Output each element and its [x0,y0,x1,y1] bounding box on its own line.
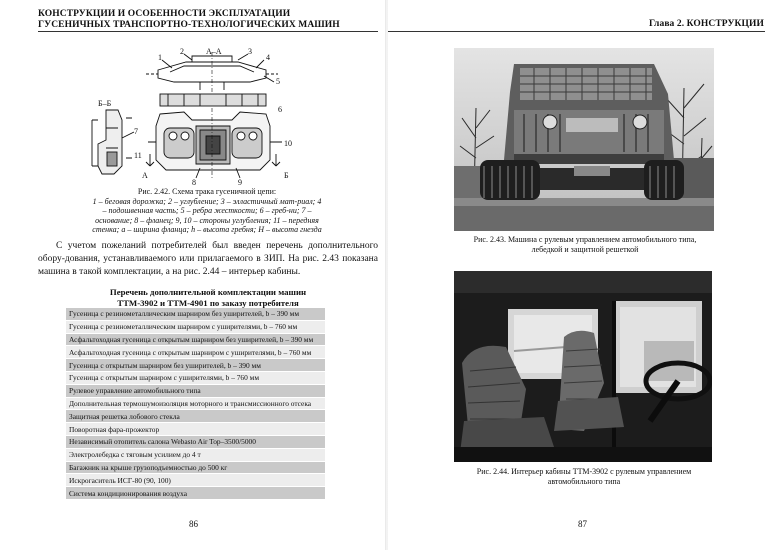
table-cell: Дополнительная термошумоизоляция моторного и трансмиссионного отсека [66,397,325,410]
cabin-interior-photo [454,271,712,462]
figure-2-42-caption [92,187,322,235]
table-cell: Защитная решетка лобового стекла [66,410,325,423]
left-page [0,0,386,550]
arrow-b-label: Б [284,171,289,180]
tracked-vehicle-photo [454,48,714,231]
table-cell: Независимый отопитель салона Webasto Air Top–3500/5000 [66,435,325,448]
leader-3: 3 [248,48,252,56]
table-row [66,410,325,423]
section-bb-label: Б–Б [98,99,112,108]
figure-2-42-caption-title: Рис. 2.42. Схема трака гусеничной цепи: [137,187,277,196]
table-row [66,384,325,397]
table-row [66,397,325,410]
leader-4: 4 [266,53,270,62]
table-cell: Искрогаситель ИСГ-80 (90, 100) [66,474,325,487]
table-title-line1: Перечень дополнительной комплектации машин [109,287,307,297]
table-row [66,487,325,500]
leader-11: 11 [134,151,142,160]
table-row [66,371,325,384]
table-cell: Асфальтоходная гусеница с открытым шарниром без уширителей, b – 390 мм [66,333,325,346]
table-row [66,448,325,461]
figure-2-43-caption [456,235,714,254]
table-row [66,461,325,474]
options-table [66,308,325,500]
table-cell: Гусеница с резинометаллическим шарниром с уширителями, b – 760 мм [66,320,325,333]
table-row [66,359,325,372]
table-cell: Электролебедка с тяговым усилием до 4 т [66,448,325,461]
left-running-head-line1: КОНСТРУКЦИИ И ОСОБЕННОСТИ ЭКСПЛУАТАЦИИ [38,9,291,19]
body-paragraph [38,240,378,279]
leader-10: 10 [284,139,292,148]
figure-2-43-caption-line2: лебедкой и защитной решеткой [531,244,639,254]
figure-2-42-caption-legend: 1 – беговая дорожка; 2 – углубление; 3 – элластичный мат-риал; 4 – подошвенная часть; 5 – ребра жесткости; 6 – греб-ни; 7 – основание; 8 – фланец; 9, 10 – стороны углубления; 11 – передняя стенка; а – ширина фланца; h – высота гребня; H – высота гнезда [92,196,322,234]
figure-2-43-caption-line1: Рис. 2.43. Машина с рулевым управлением автомобильного типа, [473,235,697,244]
right-header-rule [388,31,765,32]
track-link-diagram [88,48,300,186]
leader-8: 8 [192,178,196,186]
leader-6: 6 [278,105,282,114]
table-title [38,287,378,309]
leader-2: 2 [180,48,184,56]
table-cell: Асфальтоходная гусеница с открытым шарниром с уширителями, b – 760 мм [66,346,325,359]
left-running-head [38,9,340,30]
leader-7: 7 [134,127,138,136]
table-row [66,320,325,333]
table-row [66,308,325,320]
table-row [66,333,325,346]
leader-9: 9 [238,178,242,186]
left-page-number: 86 [189,519,198,529]
table-cell: Поворотная фара-прожектор [66,423,325,436]
table-cell: Гусеница с открытым шарниром с уширителями, b – 760 мм [66,371,325,384]
figure-2-44-caption-line1: Рис. 2.44. Интерьер кабины ТТМ-3902 с рулевым управлением [476,467,692,476]
body-paragraph-text: С учетом пожеланий потребителей был введен перечень дополнительного обору-дования, устанавливаемого или прилагаемого в ЗИП. На рис. 2.43 показана машина в такой комплектации, а на рис. 2.44 – интерьер кабины. [38,241,378,277]
figure-2-44-caption [464,467,704,486]
left-header-rule [38,31,378,32]
table-row [66,346,325,359]
right-page-number: 87 [578,519,587,529]
right-page [388,0,780,550]
table-cell: Гусеница с резинометаллическим шарниром без уширителей, b – 390 мм [66,308,325,320]
table-cell: Багажник на крыше грузоподъемностью до 500 кг [66,461,325,474]
section-aa-label: А–А [206,48,222,56]
table-row [66,474,325,487]
left-running-head-line2: ГУСЕНИЧНЫХ ТРАНСПОРТНО-ТЕХНОЛОГИЧЕСКИХ МАШИН [38,19,340,30]
table-row [66,423,325,436]
table-row [66,435,325,448]
arrow-a-label: А [142,171,148,180]
right-running-head: Глава 2. КОНСТРУКЦИИ [648,19,764,29]
leader-5: 5 [276,77,280,86]
table-cell: Рулевое управление автомобильного типа [66,384,325,397]
table-cell: Гусеница с открытым шарниром без уширителей, b – 390 мм [66,359,325,372]
table-title-line2: ТТМ-3902 и ТТМ-4901 по заказу потребителя [117,298,299,308]
figure-2-44-caption-line2: автомобильного типа [547,476,621,486]
leader-1: 1 [158,53,162,62]
table-cell: Система кондиционирования воздуха [66,487,325,500]
